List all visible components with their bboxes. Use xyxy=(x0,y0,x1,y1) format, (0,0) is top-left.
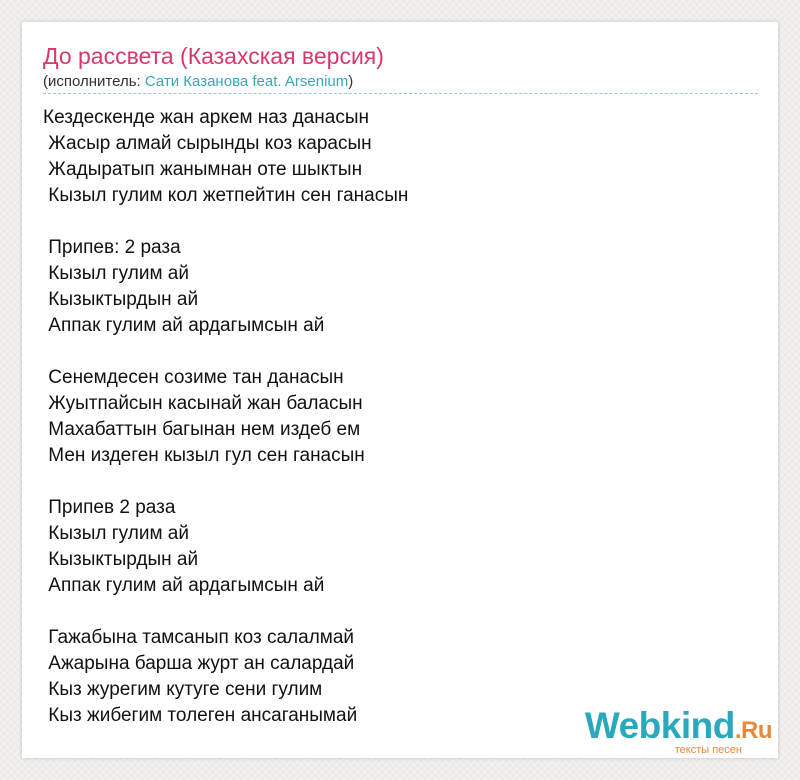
lyric-line: Гажабына тамсанып коз салалмай xyxy=(43,627,355,648)
logo-tld: .Ru xyxy=(734,717,772,744)
lyric-line: Кызыктырдын ай xyxy=(43,289,199,310)
lyric-line: Ажарына барша журт ан салардай xyxy=(43,653,355,674)
lyric-line: Припев 2 раза xyxy=(43,497,176,518)
artist-link[interactable]: Сати Казанова feat. Arsenium xyxy=(144,73,349,90)
lyrics-text xyxy=(43,105,408,729)
lyric-line xyxy=(43,339,408,365)
lyric-line: Кызыл гулим ай xyxy=(43,263,189,284)
lyric-line xyxy=(43,599,408,625)
lyric-line: Кездескенде жан аркем наз данасын xyxy=(43,107,369,128)
title-divider xyxy=(43,93,758,94)
lyric-line: Кызыктырдын ай xyxy=(43,549,199,570)
lyric-line: Сенемдесен созиме тан данасын xyxy=(43,367,344,388)
song-title: До рассвета (Казахская версия) xyxy=(43,43,384,69)
lyric-line: Аппак гулим ай ардагымсын ай xyxy=(43,575,325,596)
artist-prefix: (исполнитель: xyxy=(43,73,145,90)
lyric-line: Жасыр алмай сырынды коз карасын xyxy=(43,133,372,154)
artist-suffix: ) xyxy=(348,73,354,90)
lyric-line xyxy=(43,469,408,495)
lyric-line: Кыз журегим кутуге сени гулим xyxy=(43,679,323,700)
artist-line xyxy=(43,73,353,90)
logo-tagline: тексты песен xyxy=(674,744,742,756)
lyric-line: Припев: 2 раза xyxy=(43,237,181,258)
lyric-line: Кыз жибегим толеген ансаганымай xyxy=(43,705,358,726)
lyric-line: Махабаттын багынан нем издеб ем xyxy=(43,419,361,440)
lyric-line: Жуытпайсын касынай жан баласын xyxy=(43,393,363,414)
webkind-logo[interactable] xyxy=(585,707,772,756)
lyrics-card xyxy=(22,22,778,758)
lyric-line xyxy=(43,209,408,235)
logo-name: Webkind xyxy=(584,705,735,746)
lyric-line: Жадыратып жанымнан оте шыктын xyxy=(43,159,363,180)
lyric-line: Кызыл гулим кол жетпейтин сен ганасын xyxy=(43,185,409,206)
lyric-line: Аппак гулим ай ардагымсын ай xyxy=(43,315,325,336)
lyric-line: Мен издеген кызыл гул сен ганасын xyxy=(43,445,365,466)
lyric-line: Кызыл гулим ай xyxy=(43,523,189,544)
